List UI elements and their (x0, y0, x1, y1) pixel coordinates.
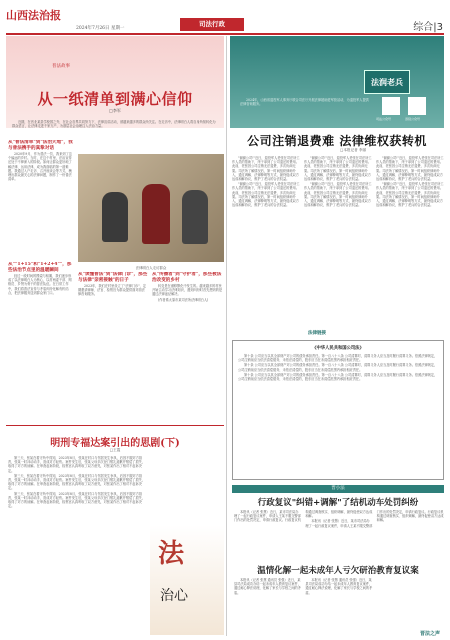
feature-col1 (8, 140, 74, 260)
article-title: 公司注销退费难 法律维权获转机 (247, 134, 427, 148)
photo-figure (102, 192, 128, 242)
feature-col1b (8, 262, 74, 422)
article-col1: "谢谢公司!"近日，退役军人老张在司法所工作人员的帮助下，终于拿到了公司退还的费用。此前，老张因公司注销无法退费，多次协商无果。司法所了解情况后，第一时间组织律师介入，通过调解、法律释明等方式，最终促成双方达成和解协议，维护了老兵的合法权益。 "谢谢公司!"近日，退役军人老张在司法所工作人员的帮助下，终于拿到了公司退还的费用。此前，老张因公司注销无法退费，多次协商无果。司法所了解情况后，第一时间组织律师介入，通过调解、法律释明等方式，最终促成双方达成和解协议，维护了老兵的合法权益。 (232, 156, 300, 208)
news-title-1: 行政复议"纠错+调解"了结机动车处罚纠纷 (257, 498, 419, 508)
section-label: 司法行政 (180, 18, 244, 31)
header-divider (6, 33, 444, 35)
photo-caption: 法律明白人走访群众 (135, 266, 167, 270)
section1-heading: 从"普法清单"到"法治天地"，我与普法携手的真挚对话 (8, 140, 73, 151)
news-text-2: 本报讯（记者 张慧 通讯员 张强）近日，某县司法局成功办结一起未成年人教育复议案件，通过耐心释法说理，化解了家长与学校之间的矛盾。 本报讯（记者 张慧 通讯员 张强）近日，某县司法局成功办结一起未成年人教育复议案件，通过耐心释法说理，化解了家长与学校之间的矛盾。 (234, 578, 373, 595)
feature-photo (78, 154, 224, 270)
article-col3: "谢谢公司!"近日，退役军人老张在司法所工作人员的帮助下，终于拿到了公司退还的费用。此前，老张因公司注销无法退费，多次协商无果。司法所了解情况后，第一时间组织律师介入，通过调解、法律释明等方式，最终促成双方达成和解协议，维护了老兵的合法权益。 "谢谢公司!"近日，退役军人老张在司法所工作人员的帮助下，终于拿到了公司退还的费用。此前，老张因公司注销无法退费，多次协商无果。司法所了解情况后，第一时间组织律师介入，通过调解、法律释明等方式，最终促成双方达成和解协议，维护了老兵的合法权益。 (376, 156, 444, 208)
story-text: 第三天，张某在看守所中得知，2023年8月，张某在村口与邻居发生争执，后因不服对方指责，张某一时冲动动手，造成对方轻伤。案件发生后，张某父母多次登门赔礼道歉并赔偿了损失，取得了对方的谅解。在审查起诉阶段，检察官认真听取了双方意见，对张某作出了相对不起诉决定。 第三天，张某在看守所中得知，2023年8月，张某在村口与邻居发生争执，后因不服对方指责，张某一时冲动动手，造成对方轻伤。案件发生后，张某父母多次登门赔礼道歉并赔偿了损失，取得了对方的谅解。在审查起诉阶段，检察官认真听取了双方意见，对张某作出了相对不起诉决定。 第三天，张某在看守所中得知，2023年8月，张某在村口与邻居发生争执，后因不服对方指责，张某一时冲动动手，造成对方轻伤。案件发生后，张某父母多次登门赔礼道歉并赔偿了损失，取得了对方的谅解。在审查起诉阶段，检察官认真听取了双方意见，对张某作出了相对不起诉决定。 (8, 456, 146, 509)
section3-text: 转变是在潜移默化中发生的。越来越多的村民开始主动学习法律知识，遇到纠纷时首先想到的是通过法律途径解决。 (152, 284, 223, 297)
law-excerpt-title: 《中华人民共和国公司法》 (312, 346, 364, 351)
calligraphy-char: 法 (158, 539, 185, 569)
feature-col3 (152, 272, 224, 422)
veterans-column-badge: 法润老兵 (364, 70, 410, 94)
section-divider (6, 425, 224, 426)
calligraphy-subtext: 治心 (160, 588, 188, 604)
issue-date: 2024年7月26日 星期一 (76, 26, 125, 31)
news-title-2: 温情化解一起未成年人亏欠研治教育复议案 (257, 566, 419, 576)
feature-banner (6, 36, 224, 128)
article-col2: "谢谢公司!"近日，退役军人老张在司法所工作人员的帮助下，终于拿到了公司退还的费用。此前，老张因公司注销无法退费，多次协商无果。司法所了解情况后，第一时间组织律师介入，通过调解、法律释明等方式，最终促成双方达成和解协议，维护了老兵的合法权益。 "谢谢公司!"近日，退役军人老张在司法所工作人员的帮助下，终于拿到了公司退还的费用。此前，老张因公司注销无法退费，多次协商无果。司法所了解情况后，第一时间组织律师介入，通过调解、法律释明等方式，最终促成双方达成和解协议，维护了老兵的合法权益。 (304, 156, 372, 208)
story-title: 明刑专福达案引出的思剧(下) (50, 438, 180, 449)
feature-lead: 近期，在晋北某县学校园之外，在社会各界共同努力下，法律宣讲活动，被越来越多的群众所关注。在走访中，法律明白人将自身所知转化为群众语言，让法律走进千家万户，为基层社会治理注入法治力量。 (12, 120, 216, 129)
section4-heading: 从"读懂普法"到"法律门诊"，那些与法律"亲密接触"的日子 (78, 272, 148, 283)
feature-kicker: 普法故事 (52, 64, 70, 69)
section4-text: 2023年，我们在村里设立了"法律门诊"，定期邀请律师、法官、检察官为群众提供面对面法律咨询服务。 (78, 284, 147, 297)
section3-heading: 从"传播者"到"守护者"，那些被法治改变的乡村 (152, 272, 222, 283)
story-byline: □王霞 (109, 448, 121, 452)
article-byline: □本报记者 李丽 (340, 148, 367, 152)
column-divider (226, 36, 227, 636)
law-excerpt-text: 第十条 公司应当以其全部财产对公司的债务承担责任。第一百八十八条 公司清算时，清算义务人应当及时履行清算义务。依照法律规定，公司注销前应当依法清偿债务，未依法清偿的，股东应当在未清偿范围内承担相应责任。 第十条 公司应当以其全部财产对公司的债务承担责任。第一百八十八条 公司清算时，清算义务人应当及时履行清算义务。依照法律规定，公司注销前应当依法清偿债务，未依法清偿的，股东应当在未清偿范围内承担相应责任。 第十条 公司应当以其全部财产对公司的债务承担责任。第一百八十八条 公司清算时，清算义务人应当及时履行清算义务。依照法律规定，公司注销前应当依法清偿债务，未依法清偿的，股东应当在未清偿范围内承担相应责任。 (238, 354, 438, 382)
footer-logo: 晋法之声 (419, 631, 440, 637)
photo-figure (182, 190, 208, 244)
masthead: 山西法治报 (6, 9, 61, 22)
feature-byline: □李军 (109, 108, 121, 113)
law-excerpt-box (232, 340, 444, 480)
section2-text: 经过一段时间的摸索与积累，我们逐步形成了以法律明白人为核心，以村两委干部、网格员、乡贤为骨干的普法队伍。在日常工作中，我们将普法宣传与矛盾纠纷化解有机结合，把法律服务送到群众家门口。 (8, 274, 72, 295)
sidebar-heading: 法律链接 (308, 331, 326, 336)
qr-code-icon (382, 97, 400, 115)
news-section-header: 晋小法 (232, 485, 444, 493)
qr-code-icon (408, 97, 426, 115)
news-text-1: 本报讯（记者 张慧）近日，某市司法局办理了一起行政复议案件，申请人王某不服交警部门作出的处罚决定，申请行政复议。行政复议机构通过调查核实、组织调解，最终促使双方达成和解。 本报讯（记者 张慧）近日，某市司法局办理了一起行政复议案件，申请人王某不服交警部门作出的处罚决定，申请行政复议。行政复议机构通过调查核实、组织调解，最终促使双方达成和解。 (234, 510, 444, 528)
page-number: 综合|3 (413, 22, 443, 33)
photo-figure (142, 184, 170, 244)
section1-text: 2020年9月，作为普法一员，我来到了这个偏远的乡村。当时，在这个村里，法治宣传还处于不够深入的阶段。如何让群众更好地了解法律、运用法律，成为我面临的第一道难题。我通过入户走访、召开座谈会等方式，梳理出群众最关心的法律问题，制作了一份普法清单。 (8, 152, 72, 182)
calligraphy-illustration (150, 525, 224, 635)
section2-heading: 从""1+15"和"1+2+4""，那些法治节点里的温暖瞬间 (8, 262, 72, 273)
article-endnote: (作者系太原市某司法所法律明白人) (158, 297, 209, 302)
qr-caption: 退役公众号 (405, 117, 421, 121)
feature-col2 (78, 272, 148, 422)
veterans-intro: 2024年，山西省退役军人事务厅联合司法厅开展法律援助进军营活动，为退役军人提供法律咨询服务。 (240, 98, 369, 107)
feature-title: 从一纸清单到满心信仰 (37, 90, 193, 108)
page-header (0, 0, 450, 34)
qr-caption: 司法公众号 (376, 117, 392, 121)
